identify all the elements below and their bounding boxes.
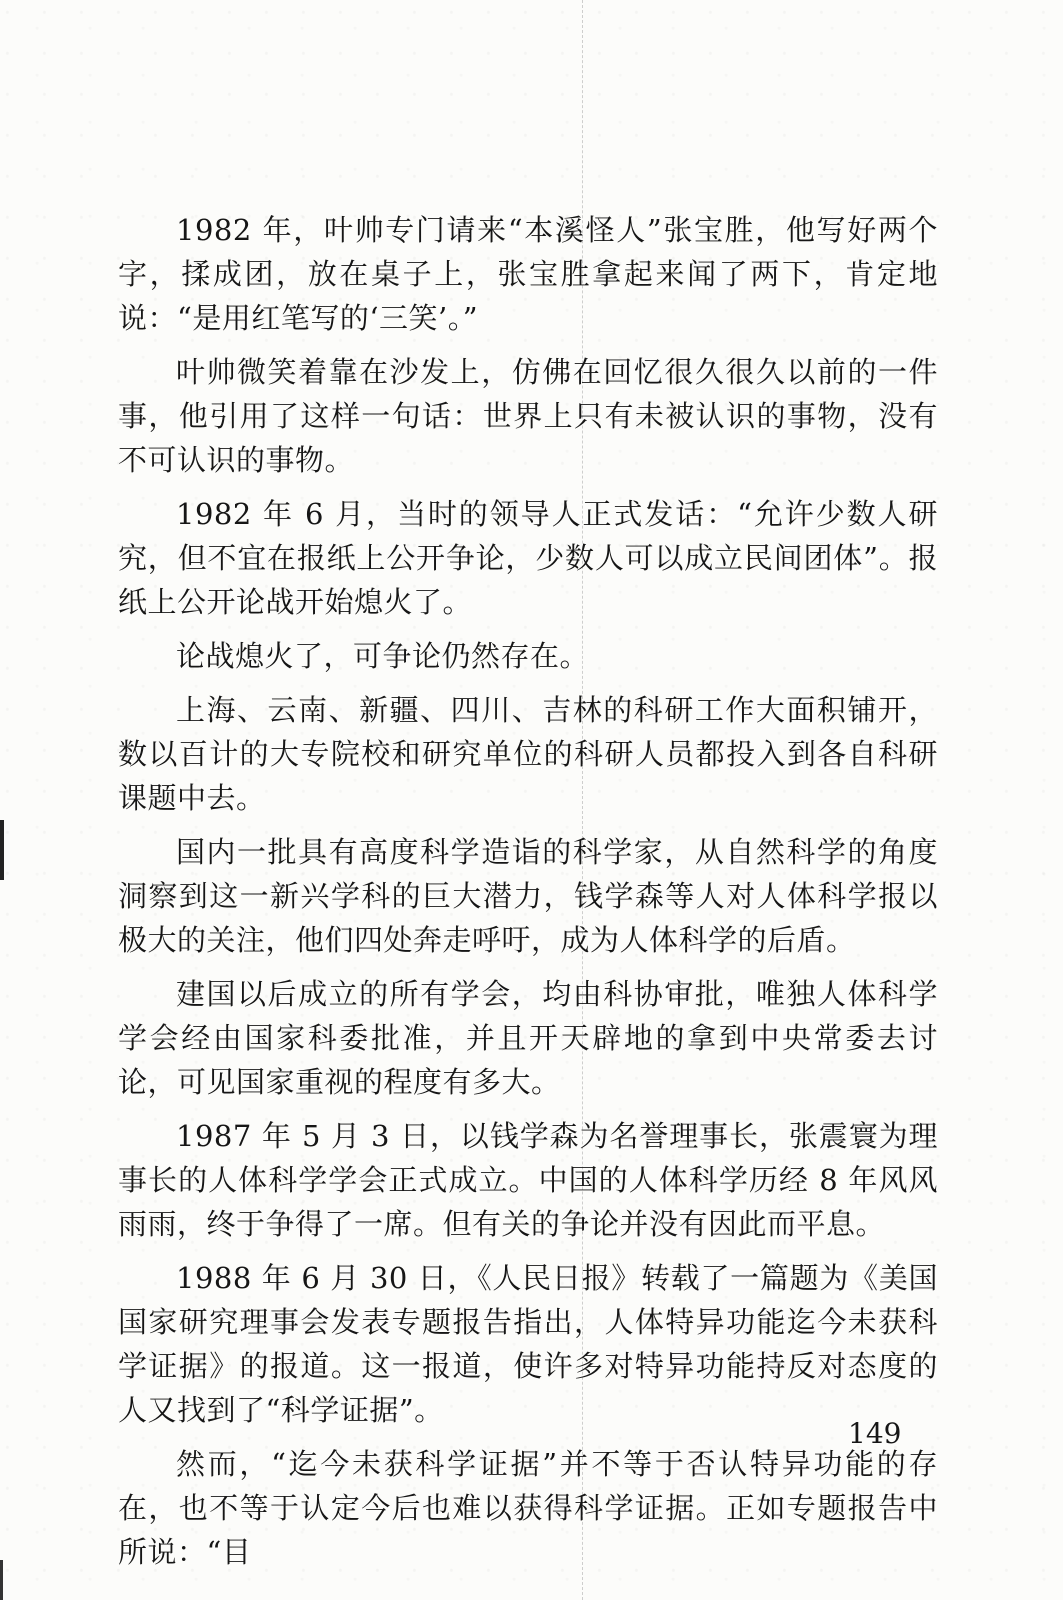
page-number: 149 — [848, 1417, 902, 1450]
scan-edge-mark — [0, 820, 4, 880]
paragraph: 叶帅微笑着靠在沙发上，仿佛在回忆很久很久以前的一件事，他引用了这样一句话：世界上只有未被认识的事物，没有不可认识的事物。 — [118, 355, 938, 477]
scan-edge-mark — [0, 1560, 3, 1600]
paragraph: 国内一批具有高度科学造诣的科学家，从自然科学的角度洞察到这一新兴学科的巨大潜力，钱学森等人对人体科学报以极大的关注，他们四处奔走呼吁，成为人体科学的后盾。 — [118, 835, 938, 957]
paragraph: 1987 年 5 月 3 日，以钱学森为名誉理事长，张震寰为理事长的人体科学学会正式成立。中国的人体科学历经 8 年风风雨雨，终于争得了一席。但有关的争论并没有因此而平息。 — [118, 1119, 938, 1241]
paragraph: 然而，“迄今未获科学证据”并不等于否认特异功能的存在，也不等于认定今后也难以获得科学证据。正如专题报告中所说：“目 — [118, 1447, 938, 1569]
paragraph: 1988 年 6 月 30 日，《人民日报》转载了一篇题为《美国国家研究理事会发表专题报告指出，人体特异功能迄今未获科学证据》的报道。这一报道，使许多对特异功能持反对态度的人又找到了“科学证据”。 — [118, 1261, 938, 1427]
paragraph: 论战熄火了，可争论仍然存在。 — [176, 639, 590, 673]
paragraph: 1982 年，叶帅专门请来“本溪怪人”张宝胜，他写好两个字，揉成团，放在桌子上，张宝胜拿起来闻了两下，肯定地说：“是用红笔写的‘三笑’。” — [118, 213, 938, 335]
paragraph: 1982 年 6 月，当时的领导人正式发话：“允许少数人研究，但不宜在报纸上公开争论，少数人可以成立民间团体”。报纸上公开论战开始熄火了。 — [118, 497, 938, 619]
paragraph: 建国以后成立的所有学会，均由科协审批，唯独人体科学学会经由国家科委批准，并且开天辟地的拿到中央常委去讨论，可见国家重视的程度有多大。 — [118, 977, 938, 1099]
paragraph: 上海、云南、新疆、四川、吉林的科研工作大面积铺开，数以百计的大专院校和研究单位的科研人员都投入到各自科研课题中去。 — [118, 693, 938, 815]
body-text — [118, 208, 938, 1584]
